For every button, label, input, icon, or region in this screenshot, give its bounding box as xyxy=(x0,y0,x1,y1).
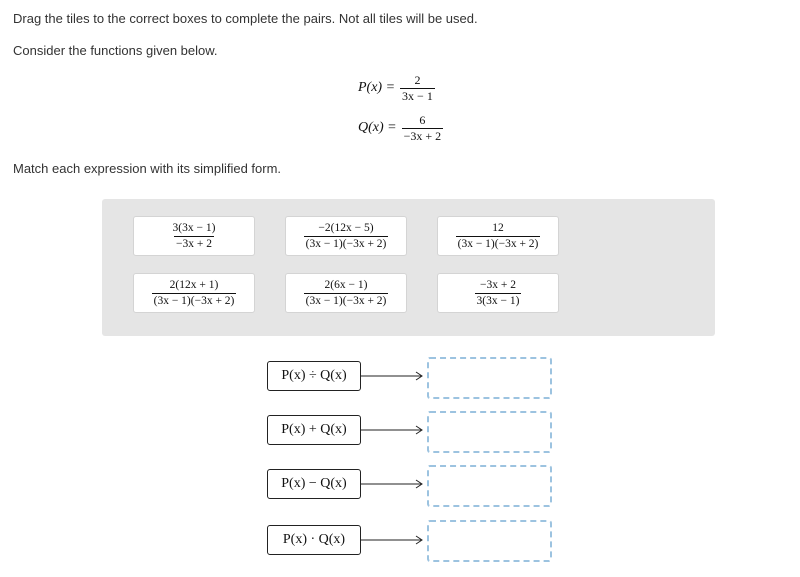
pair-label: P(x) ÷ Q(x) xyxy=(267,361,361,391)
drop-zone[interactable] xyxy=(427,357,552,399)
tile-numerator: 2(6x − 1) xyxy=(324,279,368,292)
tile-fraction xyxy=(304,222,389,249)
pair-label: P(x) − Q(x) xyxy=(267,469,361,499)
function-q-denominator: −3x + 2 xyxy=(403,128,442,143)
function-p xyxy=(358,74,435,102)
tile[interactable] xyxy=(133,273,255,313)
tile-denominator: −3x + 2 xyxy=(176,237,212,250)
tile-denominator: (3x − 1)(−3x + 2) xyxy=(153,294,235,307)
function-p-lhs: P(x) = xyxy=(358,80,396,96)
tile-fraction xyxy=(475,279,522,306)
tile[interactable] xyxy=(285,216,407,256)
tile[interactable] xyxy=(437,273,559,313)
function-p-numerator: 2 xyxy=(414,73,421,87)
function-q-fraction xyxy=(402,114,444,142)
tile[interactable] xyxy=(285,273,407,313)
function-q-numerator: 6 xyxy=(419,113,426,127)
tile-denominator: (3x − 1)(−3x + 2) xyxy=(305,237,387,250)
tile-denominator: (3x − 1)(−3x + 2) xyxy=(305,294,387,307)
tile-fraction xyxy=(152,279,237,306)
drop-zone[interactable] xyxy=(427,465,552,507)
tile-tray xyxy=(102,199,715,336)
function-p-fraction xyxy=(400,74,435,102)
function-p-denominator: 3x − 1 xyxy=(402,88,433,103)
consider-instructions: Consider the functions given below. xyxy=(13,43,218,58)
tile-numerator: −3x + 2 xyxy=(480,279,516,292)
drop-zone[interactable] xyxy=(427,520,552,562)
tile-fraction xyxy=(171,222,218,249)
tile-denominator: (3x − 1)(−3x + 2) xyxy=(457,237,539,250)
tile-numerator: 3(3x − 1) xyxy=(172,222,216,235)
tile[interactable] xyxy=(437,216,559,256)
arrow-right-icon xyxy=(361,535,425,545)
tile-numerator: −2(12x − 5) xyxy=(318,222,374,235)
arrow-right-icon xyxy=(361,371,425,381)
tile-fraction xyxy=(456,222,541,249)
tile-numerator: 12 xyxy=(492,222,504,235)
match-instructions: Match each expression with its simplified form. xyxy=(13,161,282,176)
tile[interactable] xyxy=(133,216,255,256)
drag-instructions: Drag the tiles to the correct boxes to complete the pairs. Not all tiles will be used. xyxy=(13,11,478,26)
tile-denominator: 3(3x − 1) xyxy=(476,294,520,307)
pair-label: P(x) + Q(x) xyxy=(267,415,361,445)
drop-zone[interactable] xyxy=(427,411,552,453)
arrow-right-icon xyxy=(361,479,425,489)
tile-fraction xyxy=(304,279,389,306)
function-q-lhs: Q(x) = xyxy=(358,120,397,136)
function-q xyxy=(358,114,443,142)
arrow-right-icon xyxy=(361,425,425,435)
tile-numerator: 2(12x + 1) xyxy=(169,279,219,292)
pair-label: P(x) · Q(x) xyxy=(267,525,361,555)
